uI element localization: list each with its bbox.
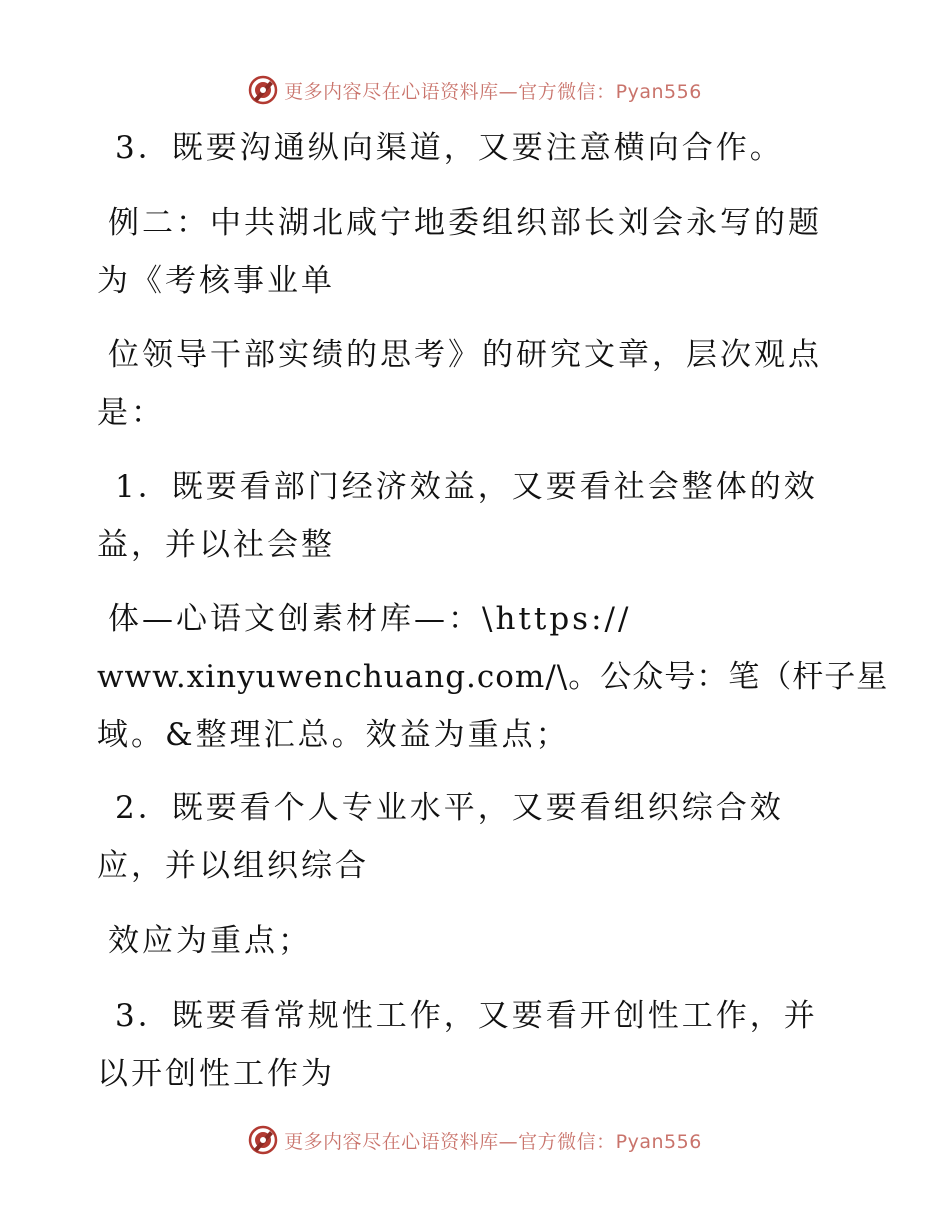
body-line: www.xinyuwenchuang.com/\。公众号：笔（杆子星	[97, 659, 889, 695]
header-banner	[0, 70, 950, 110]
footer-text: 更多内容尽在心语资料库—官方微信：Pyan556	[284, 1130, 702, 1153]
body-line: 为《考核事业单	[97, 263, 335, 299]
body-line: 益，并以社会整	[97, 527, 335, 563]
pen-seal-icon	[248, 75, 278, 105]
body-line: 以开创性工作为	[97, 1056, 335, 1092]
pen-seal-icon	[248, 1125, 278, 1155]
body-line: 效应为重点；	[108, 923, 312, 959]
footer-banner	[0, 1120, 950, 1160]
body-line: 位领导干部实绩的思考》的研究文章，层次观点	[108, 337, 822, 373]
body-line: 3．既要沟通纵向渠道，又要注意横向合作。	[115, 130, 784, 166]
body-line: 应，并以组织综合	[97, 848, 369, 884]
body-line: 3．既要看常规性工作，又要看开创性工作，并	[115, 998, 818, 1034]
body-line: 是：	[97, 395, 165, 431]
body-line: 体—心语文创素材库—：\https://	[108, 601, 632, 637]
body-line: 例二：中共湖北咸宁地委组织部长刘会永写的题	[108, 205, 822, 241]
body-line: 1．既要看部门经济效益，又要看社会整体的效	[115, 469, 818, 505]
body-line: 2．既要看个人专业水平，又要看组织综合效	[115, 790, 784, 826]
header-text: 更多内容尽在心语资料库—官方微信：Pyan556	[284, 80, 702, 103]
body-line: 域。&整理汇总。效益为重点；	[97, 717, 570, 753]
